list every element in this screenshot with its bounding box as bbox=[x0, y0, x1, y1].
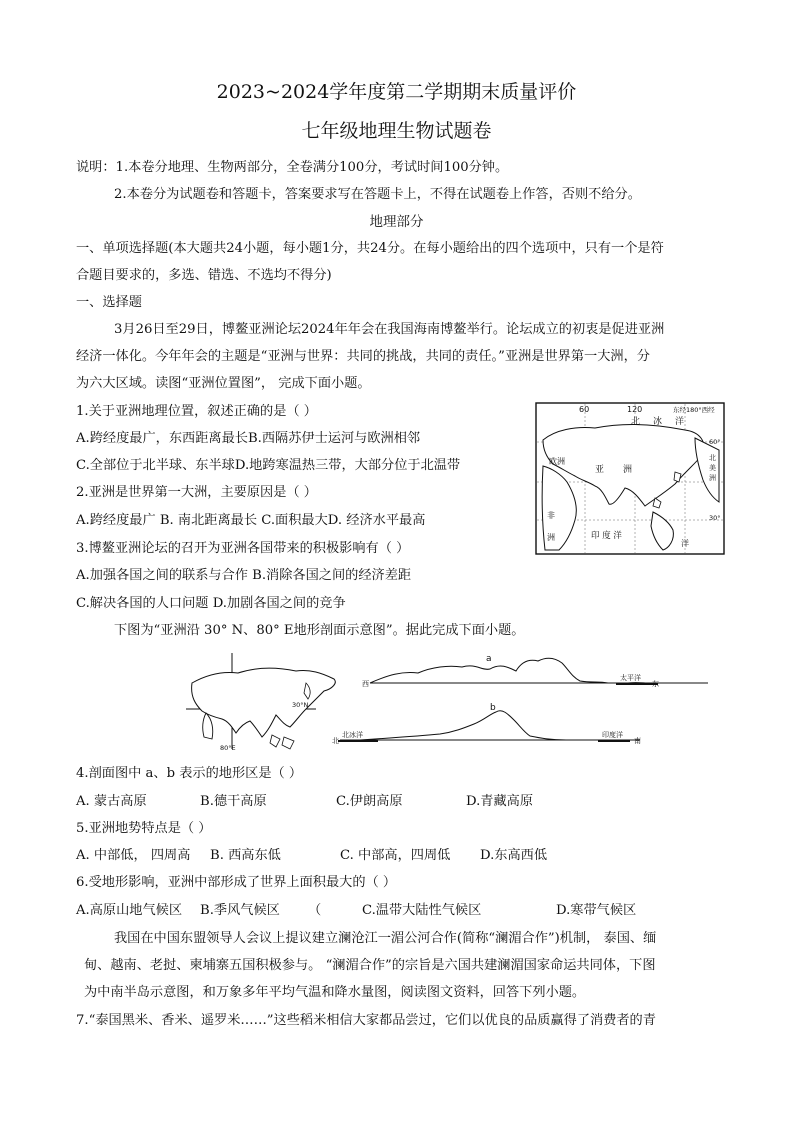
q5-option-b: B. 西高东低 bbox=[210, 848, 281, 863]
q1-options-2: C.全部位于北半球、东半球D.地跨寒温热三带，大部分位于北温带 bbox=[76, 458, 461, 473]
passage1-line1: 3月26日至29日，博鳌亚洲论坛2024年年会在我国海南博鳌举行。论坛成立的初衷是促进亚洲 bbox=[114, 322, 665, 337]
q3-options-2: C.解决各国的人口问题 D.加剧各国之间的竞争 bbox=[76, 596, 346, 611]
passage3-line1: 我国在中国东盟领导人会议上提议建立澜沧江一湄公河合作(简称“澜湄合作”)机制， 泰国、缅 bbox=[114, 931, 657, 946]
profile-80e bbox=[330, 702, 650, 748]
profile1-label-east: 东 bbox=[652, 680, 659, 688]
q6-option-b: B.季风气候区 bbox=[200, 903, 280, 918]
map2-label-80e: 80°E bbox=[220, 744, 236, 752]
q6-option-c: C.温带大陆性气候区 bbox=[362, 903, 482, 918]
map1-label-fei: 非 bbox=[547, 511, 555, 520]
map1-label-north: 北 bbox=[631, 417, 641, 427]
map1-label-bing: 冰 bbox=[653, 417, 663, 427]
map1-label-zhou2: 洲 bbox=[547, 533, 555, 542]
q1-stem: 1.关于亚洲地理位置，叙述正确的是（ ） bbox=[76, 404, 317, 419]
map1-label-indian: 印 度 洋 bbox=[591, 531, 622, 541]
q6-stem: 6.受地形影响，亚洲中部形成了世界上面积最大的（ ） bbox=[76, 875, 397, 890]
profile2-label-indian: 印度洋 bbox=[602, 731, 623, 739]
passage1-line3: 为六大区域。读图“亚洲位置图”， 完成下面小题。 bbox=[76, 376, 371, 391]
map1-label-zhou: 洲 bbox=[623, 465, 633, 475]
section-instruction-2: 合题目要求的，多选、错选、不选均不得分) bbox=[76, 268, 332, 283]
passage1-line2: 经济一体化。今年年会的主题是“亚洲与世界：共同的挑战，共同的责任。”亚洲是世界第一大洲，分 bbox=[76, 349, 650, 364]
passage2: 下图为“亚洲沿 30° N、80° E地形剖面示意图”。据此完成下面小题。 bbox=[114, 623, 525, 638]
q4-option-c: C.伊朗高原 bbox=[336, 794, 403, 809]
map1-label-na2: 美 bbox=[709, 464, 716, 472]
q3-stem: 3.博鳌亚洲论坛的召开为亚洲各国带来的积极影响有（ ） bbox=[76, 541, 410, 556]
profile2-label-b: b bbox=[490, 703, 496, 713]
q4-option-b: B.德干高原 bbox=[200, 794, 267, 809]
section-subtitle: 一、选择题 bbox=[76, 295, 142, 310]
q2-options: A.跨经度最广 B. 南北距离最长 C.面积最大D. 经济水平最高 bbox=[76, 513, 426, 528]
q4-option-a: A. 蒙古高原 bbox=[76, 794, 147, 809]
map1-label-europe: 欧洲 bbox=[549, 457, 565, 466]
map1-label-180: 东经180°西经 bbox=[673, 406, 715, 414]
map1-label-pacific: 洋 bbox=[681, 539, 689, 548]
q5-option-c: C. 中部高，四周低 bbox=[340, 848, 451, 863]
q5-option-d: D.东高西低 bbox=[480, 848, 548, 863]
profile2-label-north: 北 bbox=[332, 737, 339, 745]
map1-label-120: 120 bbox=[627, 405, 643, 414]
map1-label-na3: 洲 bbox=[709, 474, 716, 482]
q2-stem: 2.亚洲是世界第一大洲，主要原因是（ ） bbox=[76, 485, 317, 500]
q4-option-d: D.青藏高原 bbox=[466, 794, 534, 809]
map1-label-na1: 北 bbox=[709, 454, 716, 462]
profile-30n bbox=[358, 653, 718, 693]
note-1: 说明：1.本卷分地理、生物两部分，全卷满分100分，考试时间100分钟。 bbox=[76, 160, 509, 175]
profile2-label-south: 南 bbox=[634, 737, 641, 745]
q1-options-1: A.跨经度最广，东西距离最长B.西隔苏伊士运河与欧洲相邻 bbox=[76, 431, 421, 446]
profile1-label-west: 西 bbox=[362, 680, 369, 688]
map2-label-30n: 30°N bbox=[292, 701, 309, 709]
asia-outline-map bbox=[186, 653, 346, 753]
q3-options-1: A.加强各国之间的联系与合作 B.消除各国之间的经济差距 bbox=[76, 568, 412, 583]
map1-label-ya: 亚 bbox=[595, 465, 605, 475]
q6-option-a: A.高原山地气候区 bbox=[76, 903, 183, 918]
section-instruction-1: 一、单项选择题(本大题共24小题，每小题1分，共24分。在每小题给出的四个选项中，只有一个是符 bbox=[76, 241, 664, 256]
note-2: 2.本卷分为试题卷和答题卡，答案要求写在答题卡上，不得在试题卷上作答，否则不给分。 bbox=[114, 187, 641, 202]
map1-label-lat60: 60° bbox=[709, 438, 721, 446]
map1-label-60: 60 bbox=[579, 405, 590, 414]
exam-subtitle: 七年级地理生物试题卷 bbox=[301, 120, 492, 142]
asia-position-map bbox=[535, 402, 725, 555]
profile2-label-arctic: 北冰洋 bbox=[342, 731, 363, 739]
section-title: 地理部分 bbox=[369, 214, 424, 230]
q6-paren: （ bbox=[308, 903, 322, 918]
q5-option-a: A. 中部低， 四周高 bbox=[76, 848, 191, 863]
exam-title: 2023~2024学年度第二学期期末质量评价 bbox=[216, 81, 577, 103]
map1-label-ocean: 洋 bbox=[675, 417, 685, 427]
profile1-label-a: a bbox=[486, 654, 492, 664]
q7-stem: 7.“泰国黑米、香米、遥罗米……”这些稻米相信大家都品尝过，它们以优良的品质赢得了消费者的青 bbox=[76, 1013, 656, 1028]
passage3-line2: 甸、越南、老挝、柬埔寨五国积极参与。 “澜湄合作”的宗旨是六国共建澜湄国家命运共同体，下图 bbox=[84, 958, 656, 973]
q6-option-d: D.寒带气候区 bbox=[556, 903, 637, 918]
q5-stem: 5.亚洲地势特点是（ ） bbox=[76, 821, 212, 836]
q4-stem: 4.剖面图中 a、b 表示的地形区是（ ） bbox=[76, 766, 303, 781]
profile1-label-pacific: 太平洋 bbox=[620, 674, 641, 682]
passage3-line3: 为中南半岛示意图，和万象多年平均气温和降水量图，阅读图文资料，回答下列小题。 bbox=[84, 985, 586, 1000]
map1-label-lat30: 30° bbox=[709, 514, 721, 522]
